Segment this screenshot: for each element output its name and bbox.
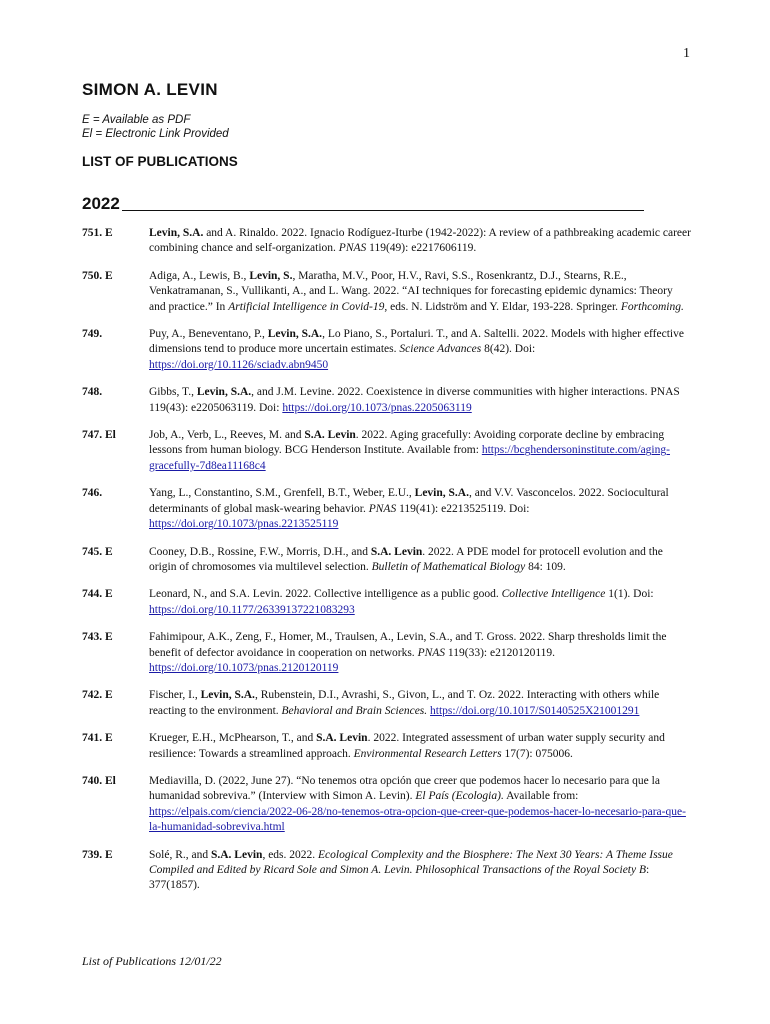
- publication-citation: [149, 688, 692, 719]
- publication-number: 739. E: [82, 848, 113, 861]
- year-divider: [122, 210, 644, 211]
- citation-text: , and V.V. Vasconcelos. 2022. Sociocultural determinants of global mask-wearing behavior.: [149, 487, 669, 515]
- publication-entry: [82, 385, 692, 416]
- publication-number: 747. El: [82, 429, 116, 442]
- publication-citation: [149, 774, 692, 836]
- publication-entry: [82, 731, 692, 762]
- citation-text: : 377(1857).: [149, 864, 650, 892]
- citation-text: , and J.M. Levine. 2022. Coexistence in diverse communities with higher interactions. PNAS 119(43): e2205063119. Doi:: [149, 386, 680, 414]
- publication-number: 742. E: [82, 689, 113, 702]
- citation-text: . 2022. Integrated assessment of urban water supply security and resilience: Towards a streamlined approach.: [149, 732, 665, 760]
- publication-number: 743. E: [82, 631, 113, 644]
- publication-citation: [149, 226, 692, 257]
- doi-link[interactable]: https://doi.org/10.1073/pnas.2213525119: [149, 518, 339, 531]
- journal-title: Collective Intelligence: [501, 588, 606, 601]
- author-highlight: S.A. Levin: [304, 429, 356, 442]
- publication-entry: [82, 774, 692, 836]
- citation-text: Fahimipour, A.K., Zeng, F., Homer, M., Traulsen, A., Levin, S.A., and T. Gross. 2022. Sharp thresholds limit the benefit of defector avoidance in cooperation on networks.: [149, 631, 667, 659]
- publication-number: 750. E: [82, 269, 113, 282]
- availability-legend: [82, 113, 229, 141]
- author-highlight: S.A. Levin: [370, 545, 423, 558]
- journal-title: Bulletin of Mathematical Biology: [371, 560, 526, 573]
- citation-text: , Maratha, M.V., Poor, H.V., Ravi, S.S., Rosenkrantz, D.J., Stearns, R.E., Venkatramanan, S., Vullikanti, A., and L. Wang. 2022. “AI techniques for forecasting epidemic dynamics: Theory and practice.” In: [149, 269, 673, 313]
- journal-title: Forthcoming.: [620, 300, 684, 313]
- page-number: 1: [683, 46, 690, 61]
- doi-link[interactable]: https://doi.org/10.1017/S0140525X21001291: [430, 704, 640, 717]
- citation-text: . 2022. Aging gracefully: Avoiding corporate decline by embracing lessons from human biology. BCG Henderson Institute. Available from:: [149, 429, 665, 457]
- publication-citation: [149, 269, 692, 315]
- citation-text: 17(7): 075006.: [501, 747, 573, 760]
- publication-number: 749.: [82, 328, 103, 341]
- citation-text: and A. Rinaldo. 2022. Ignacio Rodíguez-Iturbe (1942-2022): A review of a pathbreaking academic career combining chance and self-organization.: [149, 227, 691, 255]
- journal-title: Ecological Complexity and the Biosphere: The Next 30 Years: A Theme Issue Compiled and Edited by Ricard Sole and Simon A. Levin. Philosophical Transactions of the Royal Society B: [149, 848, 673, 876]
- page-footer: List of Publications 12/01/22: [82, 954, 222, 968]
- publication-number: 740. El: [82, 774, 116, 787]
- publication-entry: [82, 587, 692, 618]
- publication-entry: [82, 545, 692, 576]
- citation-text: Fischer, I.,: [149, 689, 201, 702]
- publication-citation: [149, 327, 692, 373]
- doi-link[interactable]: https://doi.org/10.1073/pnas.2205063119: [282, 401, 472, 414]
- publication-citation: [149, 545, 692, 576]
- citation-text: , Lo Piano, S., Portaluri. T., and A. Saltelli. 2022. Models with higher effective dimensions tend to produce more uncertain estimates.: [149, 328, 684, 356]
- citation-text: 84: 109.: [525, 560, 566, 573]
- citation-text: Gibbs, T.,: [149, 386, 197, 399]
- citation-text: Krueger, E.H., McPhearson, T., and: [149, 732, 317, 745]
- author-highlight: S.A. Levin: [316, 732, 368, 745]
- doi-link[interactable]: https://doi.org/10.1073/pnas.2120120119: [149, 661, 339, 674]
- list-title: LIST OF PUBLICATIONS: [82, 154, 238, 169]
- journal-title: El País (Ecologia).: [415, 790, 504, 803]
- publication-number: 744. E: [82, 588, 113, 601]
- author-highlight: Levin, S.A.: [200, 689, 255, 702]
- doi-link[interactable]: https://elpais.com/ciencia/2022-06-28/no-tenemos-otra-opcion-que-creer-que-podemos-hacer-lo-necesario-para-que-la-humanidad-sobreviva.html: [149, 805, 686, 834]
- citation-text: Solé, R., and: [149, 848, 211, 861]
- doi-link[interactable]: https://doi.org/10.1177/26339137221083293: [149, 603, 355, 616]
- publication-entry: [82, 327, 692, 373]
- publication-citation: [149, 385, 692, 416]
- author-highlight: Levin, S.A.: [267, 328, 323, 341]
- publication-list: [82, 226, 692, 906]
- citation-text: 8(42). Doi:: [481, 343, 536, 356]
- doi-link[interactable]: https://bcghendersoninstitute.com/aging-gracefully-7d8ea11168c4: [149, 444, 670, 472]
- citation-text: Puy, A., Beneventano, P.,: [149, 328, 268, 341]
- author-highlight: Levin, S.A.: [196, 386, 252, 399]
- publication-entry: [82, 688, 692, 719]
- citation-text: 119(41): e2213525119. Doi:: [396, 502, 530, 515]
- publication-number: 748.: [82, 386, 103, 399]
- publication-entry: [82, 226, 692, 257]
- citation-text: , eds. 2022.: [262, 848, 319, 861]
- publication-entry: [82, 630, 692, 676]
- author-highlight: Levin, S.A.: [149, 227, 204, 239]
- citation-text: 119(33): e2120120119.: [445, 646, 556, 659]
- publication-entry: [82, 848, 692, 894]
- citation-text: Mediavilla, D. (2022, June 27). “No tenemos otra opción que creer que podemos hacer lo necesario para que la humanidad sobreviva.” (Interview with Simon A. Levin).: [149, 774, 660, 803]
- legend-pdf: E = Available as PDF: [82, 114, 191, 126]
- journal-title: Artificial Intelligence in Covid-19: [228, 300, 385, 313]
- citation-text: 1(1). Doi:: [605, 588, 654, 601]
- publication-number: 745. E: [82, 545, 113, 558]
- doi-link[interactable]: https://doi.org/10.1126/sciadv.abn9450: [149, 358, 329, 371]
- publication-number: 751. E: [82, 227, 113, 239]
- publication-citation: [149, 848, 692, 894]
- publication-number: 741. E: [82, 732, 113, 745]
- citation-text: , Rubenstein, D.I., Avrashi, S., Givon, L., and T. Oz. 2022. Interacting with others while reacting to the environment.: [149, 689, 660, 717]
- legend-electronic-link: El = Electronic Link Provided: [82, 128, 229, 140]
- year-heading: 2022: [82, 194, 120, 213]
- citation-text: . 2022. A PDE model for protocell evolution and the origin of chromosomes via multilevel selection.: [149, 545, 663, 573]
- journal-title: PNAS: [368, 502, 397, 515]
- author-name-heading: SIMON A. LEVIN: [82, 80, 218, 99]
- publication-citation: [149, 428, 692, 474]
- citation-text: Leonard, N., and S.A. Levin. 2022. Collective intelligence as a public good.: [149, 588, 502, 601]
- author-highlight: Levin, S.: [249, 269, 293, 282]
- publication-citation: [149, 731, 692, 762]
- publication-citation: [149, 486, 692, 532]
- citation-text: Job, A., Verb, L., Reeves, M. and: [149, 429, 305, 442]
- citation-text: Available from:: [503, 790, 579, 803]
- journal-title: Environmental Research Letters: [353, 747, 502, 760]
- journal-title: PNAS: [417, 646, 446, 659]
- publication-entry: [82, 269, 692, 315]
- citation-text: Cooney, D.B., Rossine, F.W., Morris, D.H., and: [149, 545, 371, 558]
- journal-title: PNAS: [338, 242, 367, 255]
- author-highlight: S.A. Levin: [210, 848, 263, 861]
- journal-title: Behavioral and Brain Sciences.: [281, 704, 428, 717]
- journal-title: Science Advances: [399, 343, 482, 356]
- publication-entry: [82, 486, 692, 532]
- citation-text: , eds. N. Lidström and Y. Eldar, 193-228. Springer.: [384, 300, 621, 313]
- publication-citation: [149, 630, 692, 676]
- publication-entry: [82, 428, 692, 474]
- citation-text: 119(49): e2217606119.: [366, 242, 477, 255]
- publication-citation: [149, 587, 692, 618]
- author-highlight: Levin, S.A.: [414, 487, 469, 500]
- publication-number: 746.: [82, 487, 103, 500]
- citation-text: Adiga, A., Lewis, B.,: [149, 269, 250, 282]
- citation-text: Yang, L., Constantino, S.M., Grenfell, B.T., Weber, E.U.,: [149, 487, 415, 500]
